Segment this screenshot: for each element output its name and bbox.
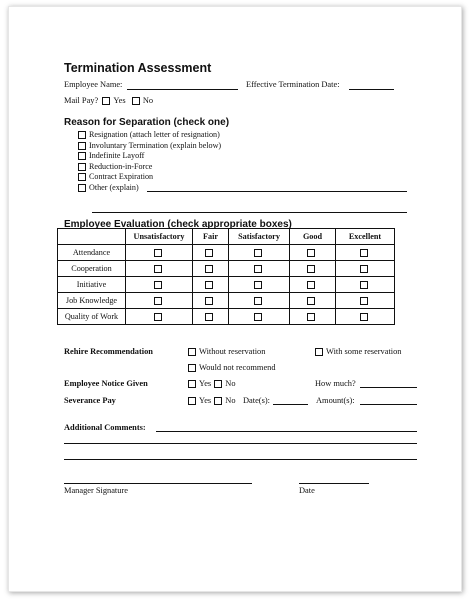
reason-option-label: Contract Expiration xyxy=(89,172,154,181)
manager-signature-line[interactable] xyxy=(64,483,252,484)
column-header: Excellent xyxy=(336,229,395,245)
severance-yes-label: Yes xyxy=(199,396,212,405)
manager-signature-label: Manager Signature xyxy=(64,486,128,495)
severance-dates-field[interactable] xyxy=(273,404,308,405)
table-row xyxy=(58,309,395,325)
column-header: Unsatisfactory xyxy=(126,229,193,245)
notice-label: Employee Notice Given xyxy=(64,379,148,388)
rehire-checkbox[interactable] xyxy=(188,364,196,372)
table-row xyxy=(58,261,395,277)
how-much-label: How much? xyxy=(315,379,356,388)
reason-option-label: Indefinite Layoff xyxy=(89,151,145,160)
comments-label: Additional Comments: xyxy=(64,423,146,432)
reason-option-label: Resignation (attach letter of resignation) xyxy=(89,130,220,139)
rating-checkbox[interactable] xyxy=(360,249,368,257)
notice-no-label: No xyxy=(225,379,236,388)
row-label: Job Knowledge xyxy=(58,293,126,309)
date-label: Date xyxy=(299,486,315,495)
reason-option[interactable] xyxy=(78,130,221,141)
reason-checkbox[interactable] xyxy=(78,173,86,181)
rehire-option[interactable] xyxy=(315,347,401,356)
reason-heading: Reason for Separation (check one) xyxy=(64,117,230,128)
rating-checkbox[interactable] xyxy=(360,297,368,305)
row-label: Quality of Work xyxy=(58,309,126,325)
rating-checkbox[interactable] xyxy=(154,249,162,257)
column-header: Fair xyxy=(193,229,229,245)
rating-checkbox[interactable] xyxy=(254,281,262,289)
evaluation-corner-cell xyxy=(58,229,126,245)
employee-name-label: Employee Name: xyxy=(64,80,123,89)
row-label: Initiative xyxy=(58,277,126,293)
severance-options xyxy=(188,396,236,405)
mail-pay-yes-label: Yes xyxy=(113,96,126,105)
reason-option[interactable] xyxy=(78,151,221,162)
rehire-option[interactable] xyxy=(188,347,265,356)
rating-checkbox[interactable] xyxy=(360,313,368,321)
reason-checkbox[interactable] xyxy=(78,152,86,160)
employee-name-field[interactable] xyxy=(127,89,238,90)
severance-label: Severance Pay xyxy=(64,396,116,405)
row-label: Cooperation xyxy=(58,261,126,277)
rating-checkbox[interactable] xyxy=(360,281,368,289)
notice-yes-checkbox[interactable] xyxy=(188,380,196,388)
rating-checkbox[interactable] xyxy=(254,265,262,273)
rating-checkbox[interactable] xyxy=(307,313,315,321)
rating-checkbox[interactable] xyxy=(205,265,213,273)
comments-line[interactable] xyxy=(156,431,417,432)
rehire-option-label: Without reservation xyxy=(199,347,266,356)
page-title: Termination Assessment xyxy=(64,61,212,75)
other-explain-line[interactable] xyxy=(147,191,407,192)
rehire-option[interactable] xyxy=(188,363,276,372)
rating-checkbox[interactable] xyxy=(154,297,162,305)
rating-checkbox[interactable] xyxy=(254,249,262,257)
mail-pay-no-label: No xyxy=(142,96,154,105)
reason-checkbox[interactable] xyxy=(78,163,86,171)
severance-yes-checkbox[interactable] xyxy=(188,397,196,405)
reason-option-label: Other (explain) xyxy=(89,182,139,192)
rehire-option-label: Would not recommend xyxy=(199,363,276,372)
date-line[interactable] xyxy=(299,483,369,484)
reason-option[interactable] xyxy=(78,172,221,183)
effective-date-field[interactable] xyxy=(349,89,394,90)
rehire-checkbox[interactable] xyxy=(315,348,323,356)
column-header: Good xyxy=(290,229,336,245)
severance-no-checkbox[interactable] xyxy=(214,397,222,405)
rating-checkbox[interactable] xyxy=(154,313,162,321)
rating-checkbox[interactable] xyxy=(154,281,162,289)
effective-date-label: Effective Termination Date: xyxy=(246,80,340,89)
rating-checkbox[interactable] xyxy=(154,265,162,273)
notice-yes-label: Yes xyxy=(199,379,212,388)
rehire-checkbox[interactable] xyxy=(188,348,196,356)
rating-checkbox[interactable] xyxy=(205,297,213,305)
rating-checkbox[interactable] xyxy=(254,297,262,305)
severance-amounts-field[interactable] xyxy=(360,404,417,405)
reason-option[interactable] xyxy=(78,141,221,152)
row-label: Attendance xyxy=(58,245,126,261)
table-row xyxy=(58,293,395,309)
rating-checkbox[interactable] xyxy=(254,313,262,321)
rehire-label: Rehire Recommendation xyxy=(64,347,153,356)
how-much-field[interactable] xyxy=(360,387,417,388)
rating-checkbox[interactable] xyxy=(205,281,213,289)
column-header: Satisfactory xyxy=(229,229,290,245)
evaluation-heading: Employee Evaluation (check appropriate boxes) xyxy=(64,219,292,230)
comments-line[interactable] xyxy=(64,443,417,444)
rating-checkbox[interactable] xyxy=(307,281,315,289)
evaluation-table xyxy=(57,228,395,325)
mail-pay-yes-checkbox[interactable] xyxy=(102,97,110,105)
reason-checkbox[interactable] xyxy=(78,131,86,139)
mail-pay-row xyxy=(64,96,153,105)
severance-amounts-label: Amount(s): xyxy=(316,396,355,405)
rating-checkbox[interactable] xyxy=(205,249,213,257)
table-row xyxy=(58,245,395,261)
other-explain-line-2[interactable] xyxy=(92,212,407,213)
evaluation-header-row xyxy=(58,229,395,245)
rating-checkbox[interactable] xyxy=(307,265,315,273)
notice-options xyxy=(188,379,236,388)
reason-option-label: Involuntary Termination (explain below) xyxy=(89,140,222,150)
notice-no-checkbox[interactable] xyxy=(214,380,222,388)
mail-pay-label: Mail Pay? xyxy=(64,96,99,105)
severance-dates-label: Date(s): xyxy=(243,396,270,405)
rating-checkbox[interactable] xyxy=(360,265,368,273)
reason-checkbox[interactable] xyxy=(78,142,86,150)
reason-checkbox[interactable] xyxy=(78,184,86,192)
reason-option-label: Reduction-in-Force xyxy=(89,161,153,171)
reason-option[interactable] xyxy=(78,162,221,173)
table-row xyxy=(58,277,395,293)
rehire-option-label: With some reservation xyxy=(326,347,402,356)
rating-checkbox[interactable] xyxy=(307,297,315,305)
comments-line[interactable] xyxy=(64,459,417,460)
reason-options xyxy=(78,130,221,193)
rating-checkbox[interactable] xyxy=(307,249,315,257)
rating-checkbox[interactable] xyxy=(205,313,213,321)
severance-no-label: No xyxy=(225,396,236,405)
mail-pay-no-checkbox[interactable] xyxy=(132,97,140,105)
